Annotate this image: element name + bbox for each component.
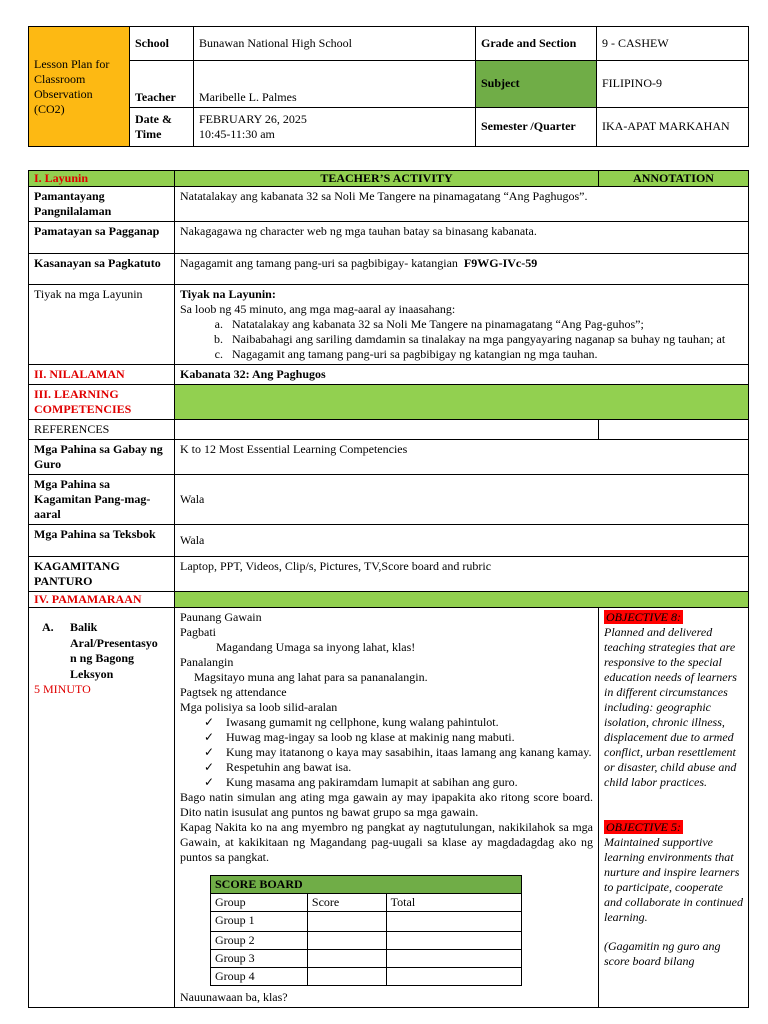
closing-question: Nauunawaan ba, klas? — [180, 990, 288, 1004]
score-header-score: Score — [307, 894, 386, 912]
lesson-table — [28, 170, 749, 1008]
list-item: b. Naibabahagi ang sariling damdamin sa tinalakay na mga pangyayaring naganap sa buhay ng tauhan; at — [226, 332, 743, 347]
check-icon: ✓ — [204, 775, 215, 789]
balik-label: Balik Aral/Presentasyo n ng Bagong Leksyon — [70, 620, 158, 681]
list-item: ✓ Kung may itatanong o kaya may sasabihin, itaas lamang ang kanang kamay. — [204, 745, 592, 759]
score-board-table — [210, 875, 522, 986]
attendance-label: Pagtsek ng attendance — [180, 685, 287, 699]
list-item: c. Nagagamit ang tamang pang-uri sa pagbibigay ng katangian ng mga tauhan. — [226, 347, 743, 362]
table-row: Group 3 — [211, 950, 522, 968]
list-item: ✓ Huwag mag-ingay sa loob ng klase at makinig nang mabuti. — [204, 730, 515, 744]
competencies-label: III. LEARNING COMPETENCIES — [29, 385, 175, 420]
annotation-cell — [599, 608, 749, 1008]
grade-label: Grade and Section — [476, 27, 597, 61]
objective-5-label: OBJECTIVE 5: — [606, 820, 681, 834]
school-label: School — [130, 27, 194, 61]
objective-8-label: OBJECTIVE 8: — [606, 610, 681, 624]
nilalaman-label: II. NILALAMAN — [29, 365, 175, 385]
annotation-header: ANNOTATION — [599, 171, 749, 187]
header-table — [28, 26, 749, 147]
panalangin-label: Panalangin — [180, 655, 234, 669]
teacher-value: Maribelle L. Palmes — [194, 61, 476, 107]
objective-5-text: Maintained supportive learning environments that nurture and inspire learners to participate, cooperate and collaborate in continued learning. — [604, 835, 743, 924]
tiyak-title: Tiyak na Layunin: — [180, 287, 276, 301]
table-row: Group 2 — [211, 932, 522, 950]
teksbok-label: Mga Pahina sa Teksbok — [29, 525, 175, 557]
objective-8-text: Planned and delivered teaching strategies that are responsive to the special education needs of learners in different circumstances including: geographic isolation, chronic illness, displacement due to armed conflict, urban resettlement or disaster, child abuse and child labor practices. — [604, 625, 737, 789]
teachers-activity-header: TEACHER’S ACTIVITY — [175, 171, 599, 187]
kagamitan-label: Mga Pahina sa Kagamitan Pang-mag-aaral — [29, 475, 175, 525]
list-item: ✓ Kung masama ang pakiramdam lumapit at sabihan ang guro. — [204, 775, 518, 789]
score-header-group: Group — [211, 894, 308, 912]
table-row: Group 4 — [211, 968, 522, 986]
teacher-label: Teacher — [130, 61, 194, 107]
date-time-cell — [194, 107, 476, 146]
pagbati-label: Pagbati — [180, 625, 216, 639]
date-value: FEBRUARY 26, 2025 — [199, 111, 307, 126]
balik-aral-cell — [29, 608, 175, 1008]
paunang-gawain: Paunang Gawain — [180, 610, 262, 624]
time-value: 10:45-11:30 am — [199, 126, 275, 141]
activity-cell — [175, 608, 599, 1008]
pamantayang-value: Natatalakay ang kabanata 32 sa Noli Me Tangere na pinamagatang “Ang Paghugos”. — [175, 187, 749, 222]
kagamitan-value: Wala — [175, 475, 749, 525]
list-item: ✓ Iwasang gumamit ng cellphone, kung walang pahintulot. — [204, 715, 499, 729]
gabay-label: Mga Pahina sa Gabay ng Guro — [29, 440, 175, 475]
score-header-total: Total — [386, 894, 521, 912]
grade-value: 9 - CASHEW — [597, 27, 749, 61]
pamantayan-label: Pamatayan sa Pagganap — [29, 222, 175, 254]
check-icon: ✓ — [204, 745, 215, 759]
kasanayan-value: Nagagamit ang tamang pang-uri sa pagbibigay- katangian — [180, 256, 458, 270]
check-icon: ✓ — [204, 760, 215, 774]
tiyak-list — [180, 317, 743, 362]
list-item: ✓ Respetuhin ang bawat isa. — [204, 760, 352, 774]
tiyak-label: Tiyak na mga Layunin — [29, 285, 175, 365]
semester-value: IKA-APAT MARKAHAN — [597, 107, 749, 146]
subject-label: Subject — [476, 61, 597, 107]
check-icon: ✓ — [204, 730, 215, 744]
panalangin-text: Magsitayo muna ang lahat para sa pananalangin. — [194, 670, 428, 684]
competencies-band — [175, 385, 749, 420]
points-explanation: Kapag Nakita ko na ang myembro ng pangkat ay nagtutulungan, nakikilahok sa mga Gawain, at kakikitaan ng Magandang pag-uugali sa klase ay magdadagdag ako ng puntos sa pangkat. — [180, 820, 593, 864]
pamantayan-value: Nakagagawa ng character web ng mga tauhan batay sa binasang kabanata. — [175, 222, 749, 254]
panturo-label: KAGAMITANG PANTURO — [29, 557, 175, 592]
pamantayang-label: Pamantayang Pangnilalaman — [29, 187, 175, 222]
nilalaman-value: Kabanata 32: Ang Paghugos — [175, 365, 749, 385]
references-annotation — [599, 420, 749, 440]
check-icon: ✓ — [204, 715, 215, 729]
semester-label: Semester /Quarter — [476, 107, 597, 146]
scoreboard-title: SCORE BOARD — [211, 876, 522, 894]
pamamaraan-label: IV. PAMAMARAAN — [29, 592, 175, 608]
subject-value: FILIPINO-9 — [597, 61, 749, 107]
kasanayan-cell — [175, 254, 749, 285]
tiyak-cell — [175, 285, 749, 365]
references-cell — [175, 420, 599, 440]
polisiya-label: Mga polisiya sa loob silid-aralan — [180, 700, 338, 714]
tiyak-intro: Sa loob ng 45 minuto, ang mga mag-aaral ay inaasahang: — [180, 302, 456, 316]
list-item: a. Natatalakay ang kabanata 32 sa Noli Me Tangere na pinamagatang “Ang Pag-guhos”; — [226, 317, 743, 332]
kasanayan-label: Kasanayan sa Pagkatuto — [29, 254, 175, 285]
school-value: Bunawan National High School — [194, 27, 476, 61]
teksbok-value: Wala — [175, 525, 749, 557]
table-row: Group 1 — [211, 912, 522, 932]
pamamaraan-band — [175, 592, 749, 608]
scoreboard-intro: Bago natin simulan ang ating mga gawain ay may ipapakita ako ritong score board. Dito natin isusulat ang puntos ng bawat grupo sa mga gawain. — [180, 790, 593, 819]
date-label: Date & Time — [130, 107, 194, 146]
objective-5-note: (Gagamitin ng guro ang score board bilang — [604, 939, 721, 968]
kasanayan-code: F9WG-IVc-59 — [463, 256, 538, 270]
layunin-header: I. Layunin — [29, 171, 175, 187]
balik-minutes: 5 MINUTO — [34, 682, 91, 697]
balik-letter: A. — [42, 620, 54, 634]
gabay-value: K to 12 Most Essential Learning Competencies — [175, 440, 749, 475]
references-label: REFERENCES — [29, 420, 175, 440]
plan-title: Lesson Plan for Classroom Observation (CO2) — [29, 27, 130, 147]
pagbati-text: Magandang Umaga sa inyong lahat, klas! — [216, 640, 416, 654]
rules-list — [180, 715, 593, 790]
panturo-value: Laptop, PPT, Videos, Clip/s, Pictures, TV,Score board and rubric — [175, 557, 749, 592]
